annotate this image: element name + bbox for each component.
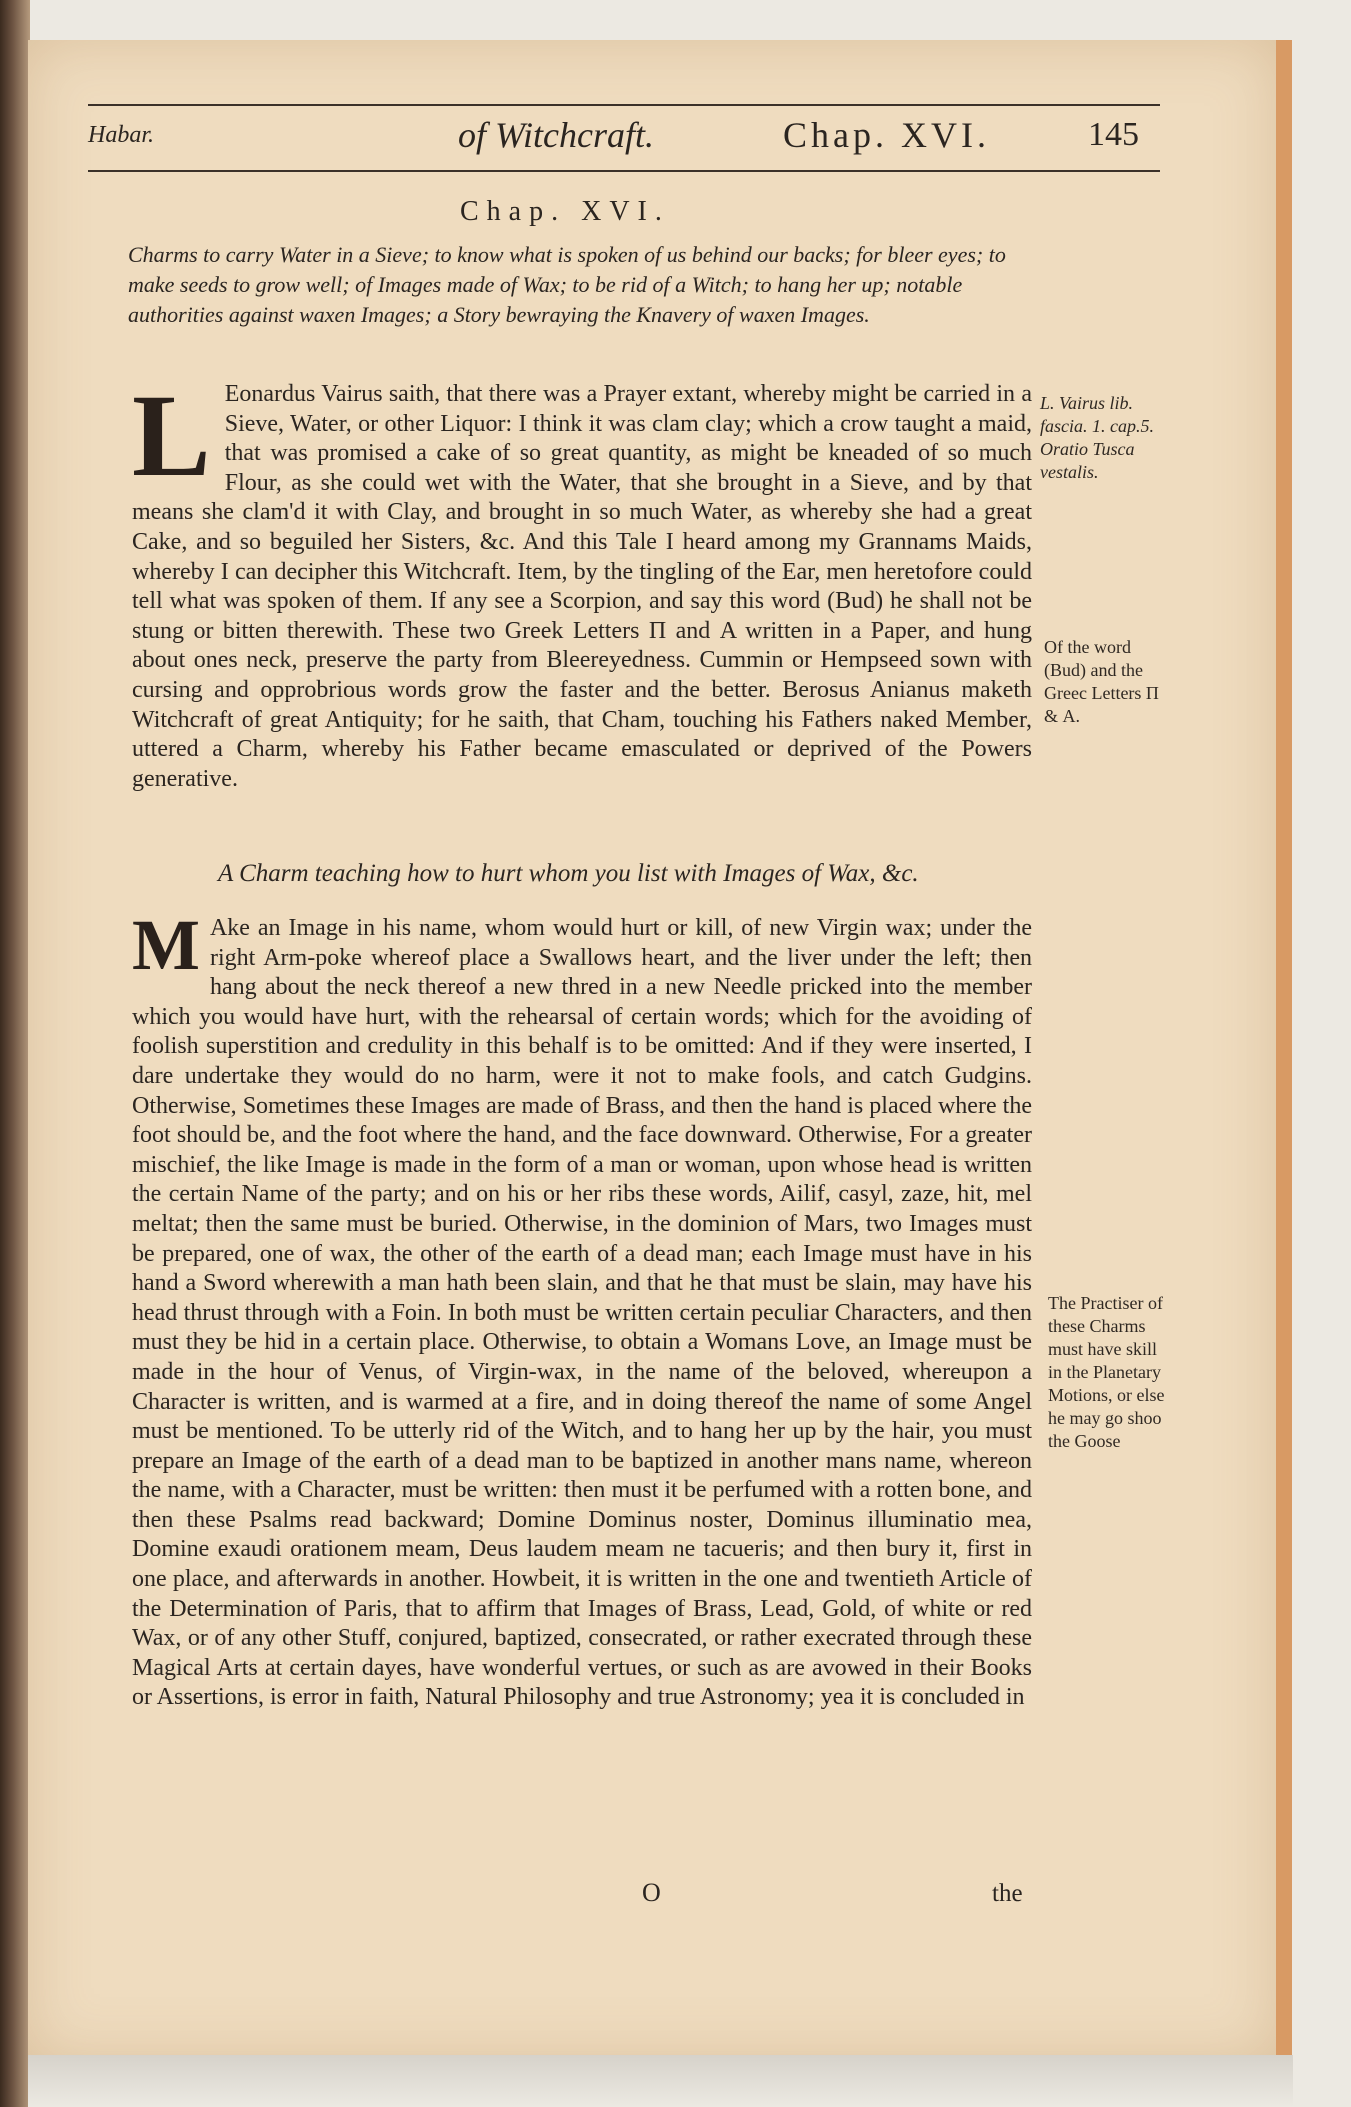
header-rule-top <box>88 104 1160 106</box>
margin-note-bud: Of the word (Bud) and the Greec Letters Π & A. <box>1044 637 1159 726</box>
header-rule-bottom <box>88 170 1160 172</box>
signature-mark: O <box>642 1878 661 1907</box>
drop-cap-m: M <box>132 905 200 985</box>
running-header <box>88 110 1160 162</box>
book-spine-edge <box>0 0 30 2107</box>
paragraph-1-text: Eonardus Vairus saith, that there was a Prayer extant, whereby might be carried in a Sieve, Water, or other Liquor: I think it was clam clay; which a crow taught a maid, that was promised a cake of so great quantity, as might be kneaded of so much Flour, as she could wet with the Water, that she brought in a Sieve, and by that means she clam'd it with Clay, and brought in so much Water, as whereby she had a great Cake, and so beguiled her Sisters, &c. And this Tale I heard among my Grannams Maids, whereby I can decipher this Witchcraft. Item, by the tingling of the Ear, men heretofore could tell what was spoken of them. If any see a Scorpion, and say this word (Bud) he shall not be stung or bitten therewith. These two Greek Letters Π and Α written in a Paper, and hung about ones neck, preserve the party from Bleereyedness. Cummin or Hempseed sown with cursing and opprobrious words grow the faster and the better. Berosus Anianus maketh Witchcraft of great Antiquity; for he saith, that Cham, touching his Fathers naked Member, uttered a Charm, whereby his Father became emasculated or deprived of the Powers generative. <box>132 381 1032 792</box>
paragraph-2-text: Ake an Image in his name, whom would hurt or kill, of new Virgin wax; under the right Arm-poke whereof place a Swallows heart, and the liver under the left; then hang about the neck thereof a new thred in a new Needle pricked into the member which you would have hurt, with the rehearsal of certain words; which for the avoiding of foolish superstition and credulity in this behalf is to be omitted: And if they were inserted, I dare undertake they would do no harm, were it not to make fools, and catch Gudgins. Otherwise, Sometimes these Images are made of Brass, and then the hand is placed where the foot should be, and the foot where the hand, and the face downward. Otherwise, For a greater mischief, the like Image is made in the form of a man or woman, upon whose head is written the certain Name of the party; and on his or her ribs these words, Ailif, casyl, zaze, hit, mel meltat; then the same must be buried. Otherwise, in the dominion of Mars, two Images must be prepared, one of wax, the other of the earth of a dead man; each Image must have in his hand a Sword wherewith a man hath been slain, and that he that must be slain, may have his head thrust through with a Foin. In both must be written certain peculiar Characters, and then must they be hid in a certain place. Otherwise, to obtain a Womans Love, an Image must be made in the hour of Venus, of Virgin-wax, in the name of the beloved, whereupon a Character is written, and is warmed at a fire, and in doing thereof the name of some Angel must be mentioned. To be utterly rid of the Witch, and to hang her up by the hair, you must prepare an Image of the earth of a dead man to be baptized in another mans name, whereon the name, with a Character, must be written: then must it be perfumed with a rotten bone, and then these Psalms read backward; Domine Dominus noster, Dominus illuminatio mea, Domine exaudi orationem meam, Deus laudem meam ne tacueris; and then bury it, first in one place, and afterwards in another. Howbeit, it is written in the one and twentieth Article of the Determination of Paris, that to affirm that Images of Brass, Lead, Gold, of white or red Wax, or of any other Stuff, conjured, baptized, consecrated, or rather execrated through these Magical Arts at certain dayes, have wonderful vertues, or such as are avowed in their Books or Assertions, is error in faith, Natural Philosophy and true Astronomy; yea it is concluded in <box>132 915 1032 1711</box>
header-left-fragment: Habar. <box>88 122 155 148</box>
paragraph-2 <box>132 905 1032 1713</box>
margin-note-vairus: L. Vairus lib. fascia. 1. cap.5. Oratio Tusca vestalis. <box>1040 393 1154 482</box>
section-subheading: A Charm teaching how to hurt whom you list with Images of Wax, &c. <box>218 860 919 887</box>
chapter-heading: Chap. XVI. <box>460 196 670 227</box>
catchword: the <box>992 1880 1023 1907</box>
chapter-summary: Charms to carry Water in a Sieve; to know what is spoken of us behind our backs; for bleer eyes; to make seeds to grow well; of Images made of Wax; to be rid of a Witch; to hang her up; notable authorities against waxen Images; a Story bewraying the Knavery of waxen Images. <box>128 242 1006 327</box>
page-number: 145 <box>1088 116 1139 153</box>
running-title: of Witchcraft. <box>458 115 654 155</box>
drop-cap-l: L <box>132 370 211 501</box>
running-chapter: Chap. XVI. <box>783 115 990 155</box>
paragraph-1 <box>132 370 1032 794</box>
margin-note-practiser: The Practiser of these Charms must have skill in the Planetary Motions, or else he may go shoo the Goose <box>1048 1293 1165 1451</box>
page-shadow <box>28 2055 1293 2107</box>
